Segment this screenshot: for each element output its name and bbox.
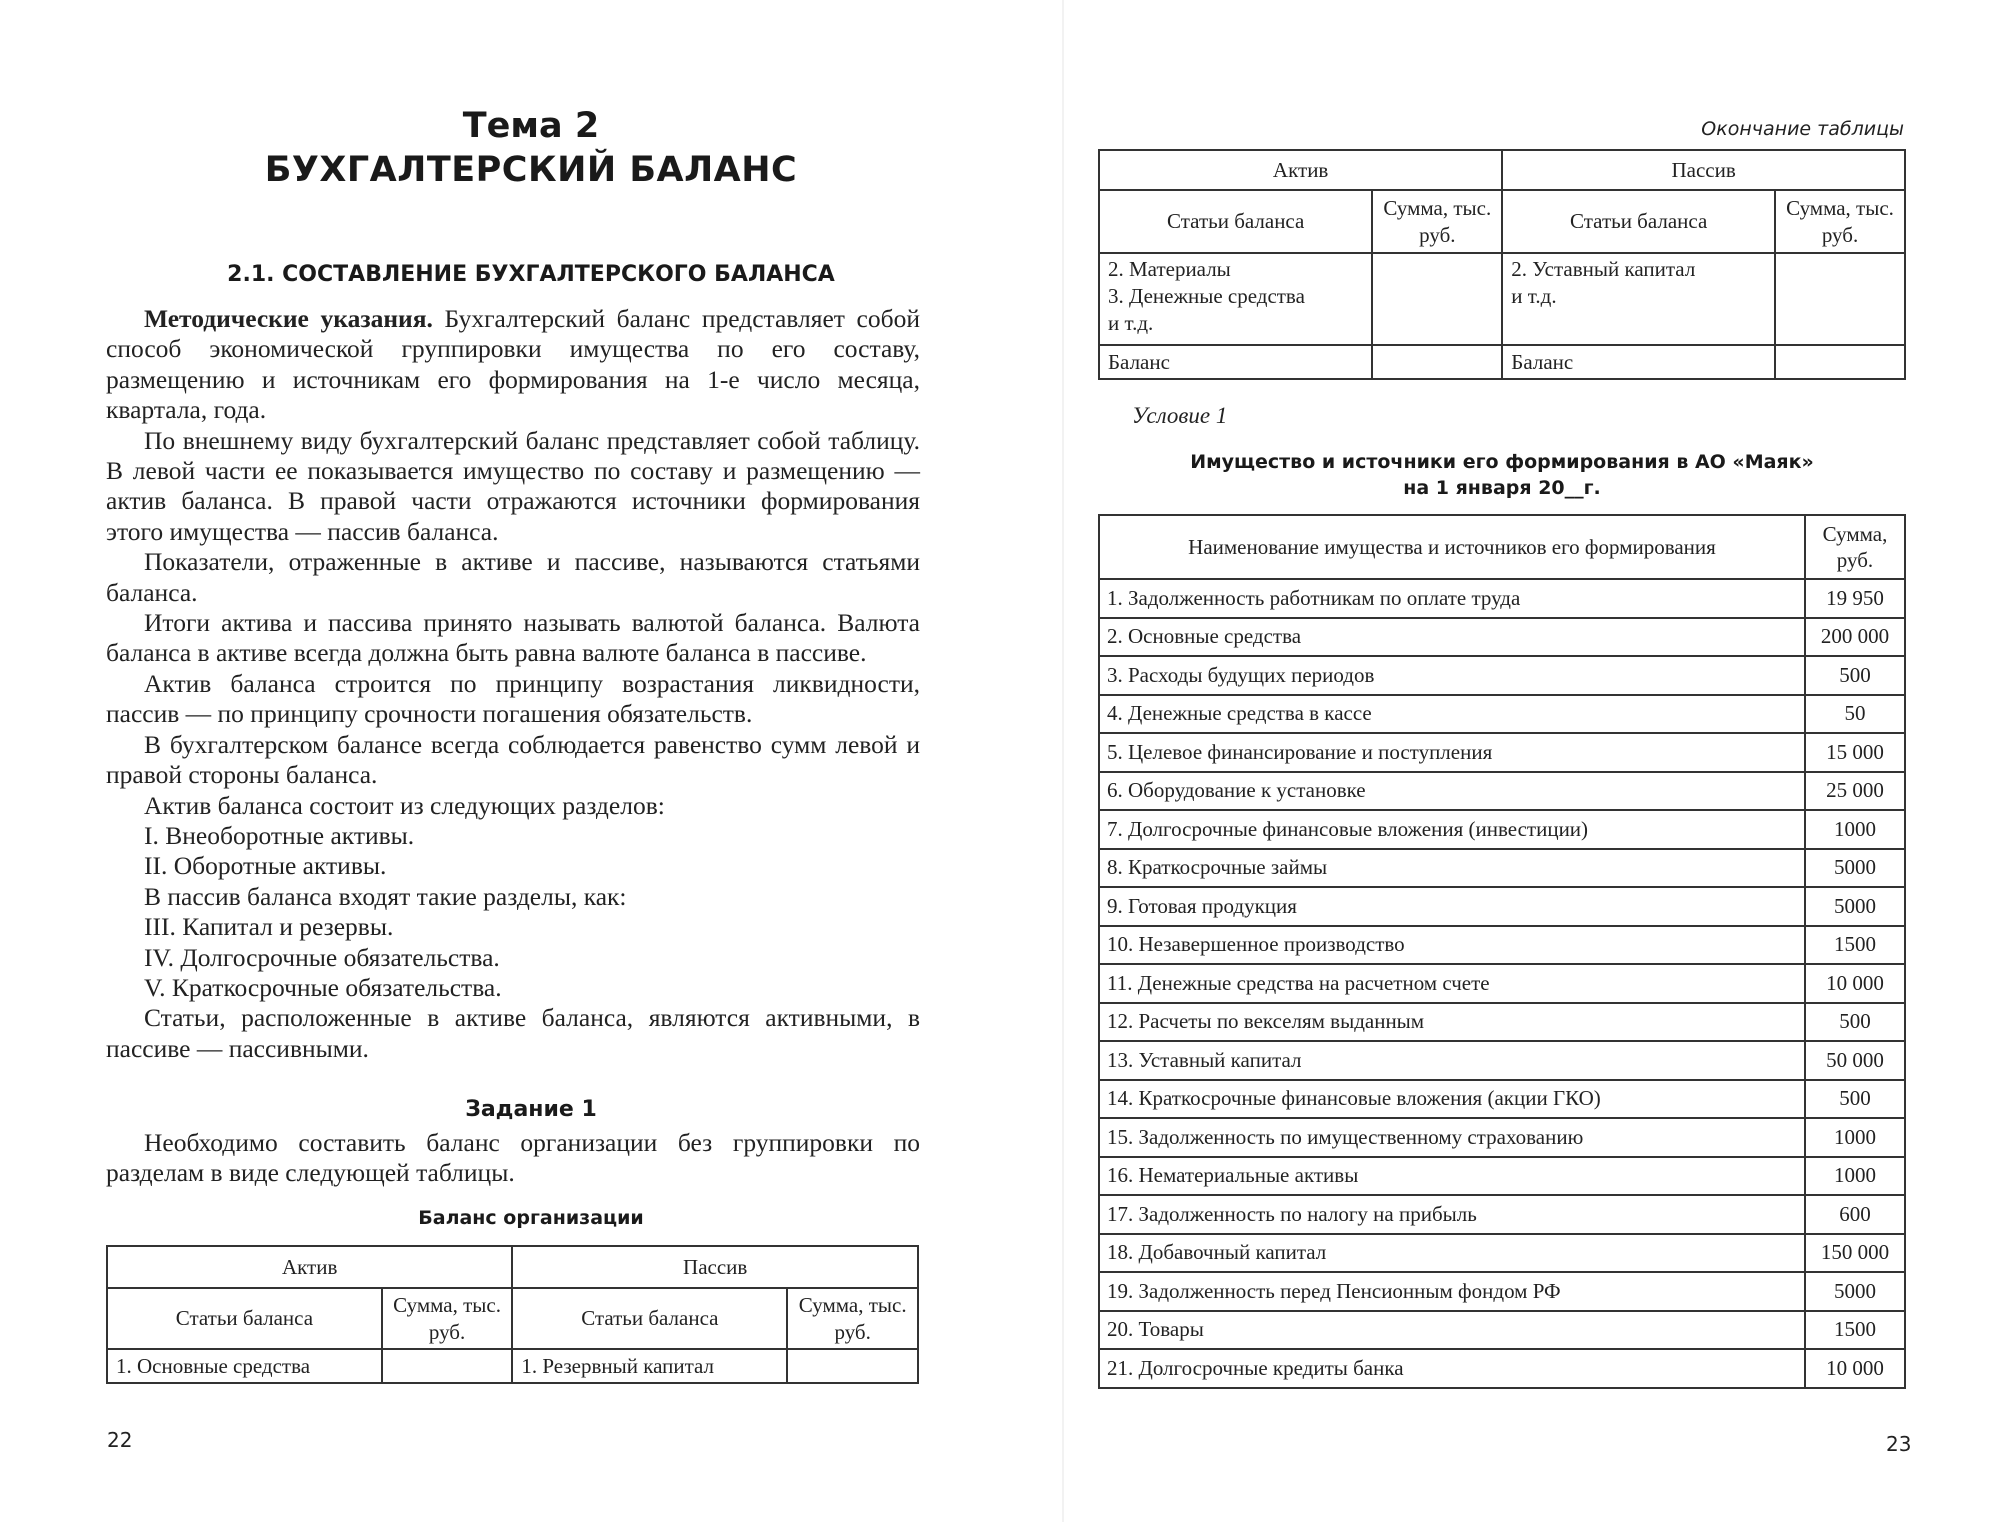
item-name: 11. Денежные средства на расчетном счете — [1099, 964, 1805, 1003]
item-sum: 25 000 — [1805, 772, 1905, 811]
balance-table-end — [1098, 149, 1906, 380]
item-sum: 200 000 — [1805, 618, 1905, 657]
table-row — [1099, 733, 1905, 772]
table-row — [1099, 887, 1905, 926]
table-row — [1099, 1272, 1905, 1311]
section-list-item: V. Краткосрочные обязательства. — [144, 972, 502, 1002]
item-sum: 10 000 — [1805, 964, 1905, 1003]
empty-sum-cell — [1372, 345, 1502, 379]
name-header: Наименование имущества и источников его формирования — [1099, 515, 1805, 579]
items-header: Статьи баланса — [107, 1288, 382, 1349]
liability-items: 2. Уставный капитал и т.д. — [1502, 253, 1775, 345]
item-sum: 1000 — [1805, 1157, 1905, 1196]
item-sum: 1500 — [1805, 1311, 1905, 1350]
section-list-item: I. Внеоборотные активы. — [144, 820, 415, 850]
item-name: 10. Незавершенное производство — [1099, 926, 1805, 965]
item-sum: 15 000 — [1805, 733, 1905, 772]
table-row — [1099, 1195, 1905, 1234]
paragraph: Итоги актива и пассива принято называть валютой баланса. Валюта баланса в активе всегда должна быть равна валюте баланса в пассиве. — [106, 608, 920, 668]
liability-row: 1. Резервный капитал — [512, 1349, 787, 1383]
paragraph: Актив баланса состоит из следующих разделов: — [144, 790, 665, 820]
assets-table-title: Имущество и источники его формирования в АО «Маяк» — [1190, 451, 1814, 473]
item-sum: 5000 — [1805, 1272, 1905, 1311]
item-name: 14. Краткосрочные финансовые вложения (акции ГКО) — [1099, 1080, 1805, 1119]
item-name: 8. Краткосрочные займы — [1099, 849, 1805, 888]
section-list-item: III. Капитал и резервы. — [144, 912, 394, 942]
item-name: 20. Товары — [1099, 1311, 1805, 1350]
asset-total: Баланс — [1099, 345, 1372, 379]
section-list-item: II. Оборотные активы. — [144, 851, 387, 881]
intro-rest: Бухгалтерский баланс представляет собой способ экономической группировки имущества по его составу, размещению и источникам его формирования на 1-е число месяца, квартала, года. — [106, 304, 920, 425]
item-name: 18. Добавочный капитал — [1099, 1234, 1805, 1273]
empty-sum-cell — [787, 1349, 918, 1383]
table-row — [1099, 772, 1905, 811]
item-name: 4. Денежные средства в кассе — [1099, 695, 1805, 734]
table-row — [1099, 1080, 1905, 1119]
paragraph: Актив баланса строится по принципу возрастания ликвидности, пассив — по принципу срочности погашения обязательств. — [106, 668, 920, 729]
task-description: Необходимо составить баланс организации без группировки по разделам в виде следующей таблицы. — [106, 1128, 920, 1188]
item-name: 19. Задолженность перед Пенсионным фондом РФ — [1099, 1272, 1805, 1311]
item-sum: 19 950 — [1805, 579, 1905, 618]
item-sum: 1000 — [1805, 1118, 1905, 1157]
table-row — [1099, 849, 1905, 888]
table-row — [1099, 1311, 1905, 1350]
items-header: Статьи баланса — [1502, 190, 1775, 253]
item-name: 1. Задолженность работникам по оплате труда — [1099, 579, 1805, 618]
item-name: 12. Расчеты по векселям выданным — [1099, 1003, 1805, 1042]
table-caption: Баланс организации — [418, 1207, 644, 1229]
table-row — [1099, 1349, 1905, 1388]
asset-header: Актив — [107, 1246, 512, 1288]
intro-bold: Методические указания. — [144, 304, 433, 333]
liability-header: Пассив — [1502, 150, 1905, 190]
liability-total: Баланс — [1502, 345, 1775, 379]
items-header: Статьи баланса — [1099, 190, 1372, 253]
condition-label: Условие 1 — [1132, 403, 1228, 428]
table-row — [1099, 1118, 1905, 1157]
empty-sum-cell — [1775, 345, 1905, 379]
paragraph: В пассив баланса входят такие разделы, как: — [144, 881, 627, 911]
item-sum: 5000 — [1805, 849, 1905, 888]
sum-header: Сумма, тыс. руб. — [382, 1288, 513, 1349]
methodical-text — [106, 304, 920, 1064]
sum-header: Сумма, тыс. руб. — [1372, 190, 1502, 253]
table-row — [1099, 579, 1905, 618]
table-row — [1099, 1234, 1905, 1273]
item-name: 16. Нематериальные активы — [1099, 1157, 1805, 1196]
asset-items: 2. Материалы 3. Денежные средства и т.д. — [1099, 253, 1372, 345]
item-sum: 50 — [1805, 695, 1905, 734]
table-row — [1099, 810, 1905, 849]
item-sum: 150 000 — [1805, 1234, 1905, 1273]
item-sum: 1000 — [1805, 810, 1905, 849]
item-sum: 10 000 — [1805, 1349, 1905, 1388]
sum-header: Сумма, руб. — [1805, 515, 1905, 579]
sum-header: Сумма, тыс. руб. — [1775, 190, 1905, 253]
paragraph: По внешнему виду бухгалтерский баланс представляет собой таблицу. В левой части ее показывается имущество по составу и размещению — актив баланса. В правой части отражаются источники формирования этого имущества — пассив баланса. — [106, 425, 920, 546]
chapter-title: БУХГАЛТЕРСКИЙ БАЛАНС — [264, 150, 798, 190]
assets-table-body — [1099, 579, 1905, 1388]
section-list-item: IV. Долгосрочные обязательства. — [144, 942, 500, 972]
asset-row: 1. Основные средства — [107, 1349, 382, 1383]
right-page — [1062, 0, 2000, 1522]
item-name: 13. Уставный капитал — [1099, 1041, 1805, 1080]
page-number: 22 — [107, 1428, 133, 1452]
empty-sum-cell — [382, 1349, 513, 1383]
table-row — [1099, 964, 1905, 1003]
balance-table-start — [106, 1245, 919, 1384]
item-sum: 600 — [1805, 1195, 1905, 1234]
item-name: 7. Долгосрочные финансовые вложения (инвестиции) — [1099, 810, 1805, 849]
asset-header: Актив — [1099, 150, 1502, 190]
task-title: Задание 1 — [465, 1097, 597, 1122]
empty-sum-cell — [1372, 253, 1502, 345]
liability-header: Пассив — [512, 1246, 918, 1288]
topic-number: Тема 2 — [462, 106, 600, 146]
item-name: 17. Задолженность по налогу на прибыль — [1099, 1195, 1805, 1234]
assets-sources-table — [1098, 514, 1906, 1389]
item-sum: 500 — [1805, 656, 1905, 695]
paragraph: Показатели, отраженные в активе и пассиве, называются статьями баланса. — [106, 547, 920, 607]
item-name: 15. Задолженность по имущественному страхованию — [1099, 1118, 1805, 1157]
item-name: 9. Готовая продукция — [1099, 887, 1805, 926]
assets-table-date: на 1 января 20__г. — [1403, 477, 1601, 499]
sum-header: Сумма, тыс. руб. — [787, 1288, 918, 1349]
empty-sum-cell — [1775, 253, 1905, 345]
section-title: 2.1. СОСТАВЛЕНИЕ БУХГАЛТЕРСКОГО БАЛАНСА — [227, 262, 835, 287]
item-name: 3. Расходы будущих периодов — [1099, 656, 1805, 695]
items-header: Статьи баланса — [512, 1288, 787, 1349]
table-row — [1099, 1157, 1905, 1196]
item-sum: 1500 — [1805, 926, 1905, 965]
page-number: 23 — [1886, 1432, 1912, 1456]
paragraph: Статьи, расположенные в активе баланса, являются активными, в пассиве — пассивными. — [106, 1003, 920, 1063]
continuation-label: Окончание таблицы — [1701, 118, 1904, 140]
item-sum: 500 — [1805, 1003, 1905, 1042]
table-row — [1099, 695, 1905, 734]
item-sum: 50 000 — [1805, 1041, 1905, 1080]
table-row — [1099, 1003, 1905, 1042]
table-row — [1099, 926, 1905, 965]
item-sum: 500 — [1805, 1080, 1905, 1119]
paragraph: В бухгалтерском балансе всегда соблюдается равенство сумм левой и правой стороны баланса. — [106, 729, 920, 790]
item-sum: 5000 — [1805, 887, 1905, 926]
table-row — [1099, 656, 1905, 695]
item-name: 5. Целевое финансирование и поступления — [1099, 733, 1805, 772]
task-text — [106, 1128, 920, 1189]
item-name: 2. Основные средства — [1099, 618, 1805, 657]
item-name: 6. Оборудование к установке — [1099, 772, 1805, 811]
item-name: 21. Долгосрочные кредиты банка — [1099, 1349, 1805, 1388]
table-row — [1099, 618, 1905, 657]
table-row — [1099, 1041, 1905, 1080]
